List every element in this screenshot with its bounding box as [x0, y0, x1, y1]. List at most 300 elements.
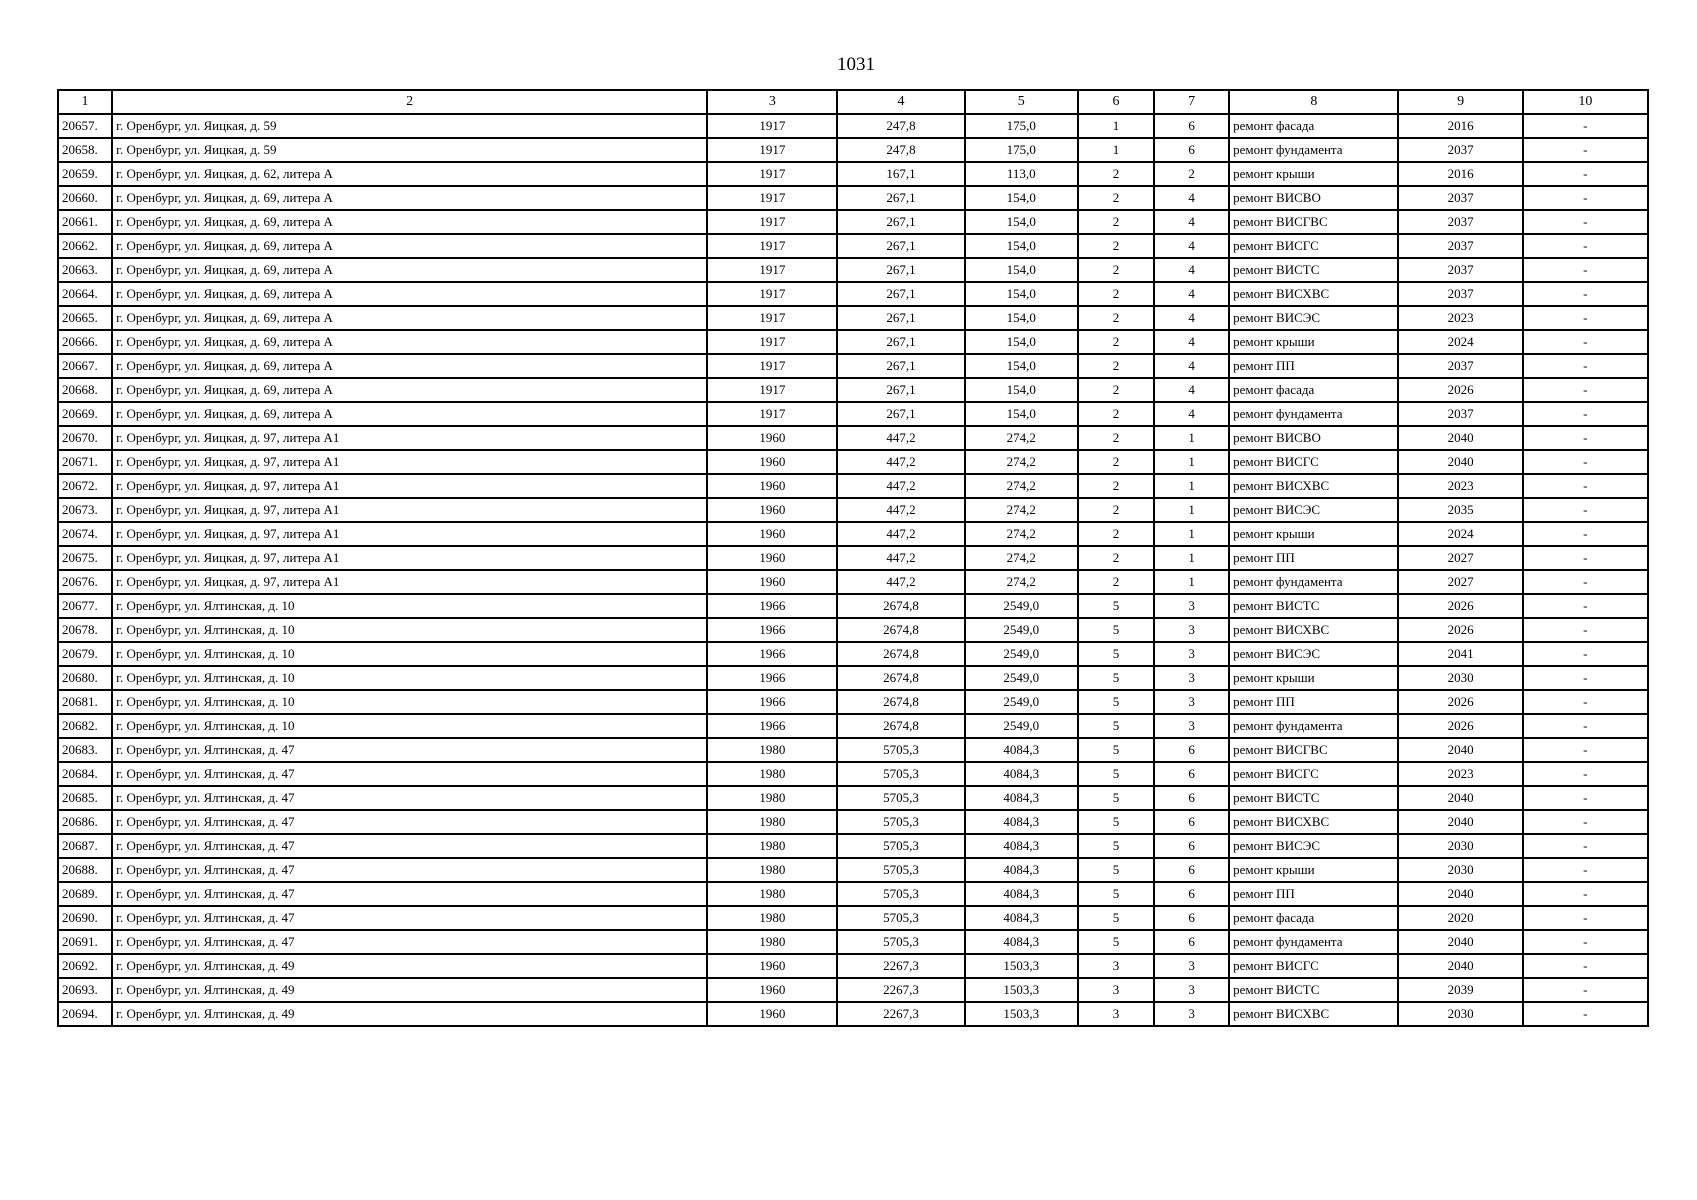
cell-year-built: 1960: [707, 546, 837, 570]
cell-apartments: 3: [1154, 594, 1229, 618]
cell-floors: 2: [1078, 474, 1154, 498]
cell-year-built: 1960: [707, 522, 837, 546]
cell-apartments: 3: [1154, 978, 1229, 1002]
cell-total-area: 2267,3: [837, 978, 964, 1002]
cell-row-number: 20681.: [58, 690, 112, 714]
cell-total-area: 2267,3: [837, 954, 964, 978]
cell-note: -: [1523, 930, 1648, 954]
cell-apartments: 4: [1154, 186, 1229, 210]
cell-planned-year: 2040: [1398, 882, 1522, 906]
cell-planned-year: 2016: [1398, 162, 1522, 186]
cell-row-number: 20692.: [58, 954, 112, 978]
table-row: [58, 426, 1648, 450]
cell-apartments: 6: [1154, 834, 1229, 858]
cell-apartments: 3: [1154, 714, 1229, 738]
table-row: [58, 690, 1648, 714]
table-row: [58, 930, 1648, 954]
column-header-10: 10: [1523, 90, 1648, 114]
cell-apartments: 1: [1154, 546, 1229, 570]
cell-row-number: 20684.: [58, 762, 112, 786]
cell-work-type: ремонт крыши: [1229, 522, 1398, 546]
cell-total-area: 267,1: [837, 378, 964, 402]
cell-address: г. Оренбург, ул. Яицкая, д. 59: [112, 138, 707, 162]
cell-living-area: 274,2: [965, 474, 1078, 498]
table-row: [58, 330, 1648, 354]
cell-floors: 5: [1078, 666, 1154, 690]
cell-living-area: 2549,0: [965, 666, 1078, 690]
cell-planned-year: 2041: [1398, 642, 1522, 666]
cell-apartments: 2: [1154, 162, 1229, 186]
cell-note: -: [1523, 1002, 1648, 1026]
table-row: [58, 786, 1648, 810]
cell-row-number: 20680.: [58, 666, 112, 690]
cell-work-type: ремонт ПП: [1229, 546, 1398, 570]
cell-work-type: ремонт ВИСЭС: [1229, 834, 1398, 858]
cell-note: -: [1523, 882, 1648, 906]
cell-work-type: ремонт ВИСТС: [1229, 786, 1398, 810]
cell-floors: 5: [1078, 594, 1154, 618]
cell-floors: 2: [1078, 234, 1154, 258]
cell-floors: 5: [1078, 786, 1154, 810]
registry-table: [57, 89, 1649, 1027]
cell-floors: 2: [1078, 186, 1154, 210]
cell-year-built: 1917: [707, 258, 837, 282]
cell-row-number: 20666.: [58, 330, 112, 354]
cell-apartments: 4: [1154, 378, 1229, 402]
cell-note: -: [1523, 210, 1648, 234]
cell-total-area: 247,8: [837, 138, 964, 162]
cell-total-area: 447,2: [837, 522, 964, 546]
table-row: [58, 378, 1648, 402]
cell-work-type: ремонт ВИСХВС: [1229, 810, 1398, 834]
cell-note: -: [1523, 858, 1648, 882]
cell-total-area: 2674,8: [837, 690, 964, 714]
column-header-4: 4: [837, 90, 964, 114]
cell-apartments: 4: [1154, 354, 1229, 378]
cell-year-built: 1980: [707, 786, 837, 810]
cell-note: -: [1523, 306, 1648, 330]
cell-row-number: 20674.: [58, 522, 112, 546]
cell-address: г. Оренбург, ул. Ялтинская, д. 49: [112, 1002, 707, 1026]
cell-total-area: 2267,3: [837, 1002, 964, 1026]
cell-year-built: 1966: [707, 618, 837, 642]
cell-row-number: 20678.: [58, 618, 112, 642]
cell-work-type: ремонт ВИСГС: [1229, 450, 1398, 474]
cell-note: -: [1523, 426, 1648, 450]
cell-apartments: 6: [1154, 114, 1229, 138]
cell-apartments: 4: [1154, 402, 1229, 426]
cell-work-type: ремонт фундамента: [1229, 930, 1398, 954]
cell-work-type: ремонт ВИСТС: [1229, 594, 1398, 618]
cell-floors: 5: [1078, 930, 1154, 954]
cell-work-type: ремонт ВИСГС: [1229, 954, 1398, 978]
cell-planned-year: 2040: [1398, 786, 1522, 810]
cell-work-type: ремонт ВИСЭС: [1229, 642, 1398, 666]
table-row: [58, 498, 1648, 522]
cell-living-area: 154,0: [965, 330, 1078, 354]
cell-address: г. Оренбург, ул. Ялтинская, д. 49: [112, 978, 707, 1002]
cell-row-number: 20669.: [58, 402, 112, 426]
cell-work-type: ремонт фасада: [1229, 114, 1398, 138]
cell-note: -: [1523, 786, 1648, 810]
cell-note: -: [1523, 762, 1648, 786]
cell-floors: 2: [1078, 354, 1154, 378]
cell-apartments: 1: [1154, 474, 1229, 498]
cell-planned-year: 2030: [1398, 666, 1522, 690]
cell-work-type: ремонт ВИСГС: [1229, 234, 1398, 258]
table-row: [58, 474, 1648, 498]
cell-apartments: 6: [1154, 786, 1229, 810]
cell-note: -: [1523, 282, 1648, 306]
table-row: [58, 306, 1648, 330]
cell-planned-year: 2026: [1398, 378, 1522, 402]
cell-floors: 5: [1078, 810, 1154, 834]
cell-apartments: 1: [1154, 426, 1229, 450]
cell-row-number: 20682.: [58, 714, 112, 738]
cell-total-area: 247,8: [837, 114, 964, 138]
cell-apartments: 1: [1154, 522, 1229, 546]
cell-living-area: 154,0: [965, 282, 1078, 306]
cell-work-type: ремонт фундамента: [1229, 402, 1398, 426]
cell-planned-year: 2026: [1398, 714, 1522, 738]
column-header-7: 7: [1154, 90, 1229, 114]
cell-address: г. Оренбург, ул. Яицкая, д. 97, литера А1: [112, 450, 707, 474]
cell-living-area: 154,0: [965, 402, 1078, 426]
cell-year-built: 1980: [707, 810, 837, 834]
cell-note: -: [1523, 810, 1648, 834]
cell-year-built: 1980: [707, 762, 837, 786]
cell-address: г. Оренбург, ул. Яицкая, д. 69, литера А: [112, 402, 707, 426]
table-row: [58, 1002, 1648, 1026]
cell-total-area: 2674,8: [837, 642, 964, 666]
cell-work-type: ремонт фундамента: [1229, 714, 1398, 738]
cell-year-built: 1917: [707, 306, 837, 330]
cell-floors: 2: [1078, 306, 1154, 330]
cell-floors: 5: [1078, 906, 1154, 930]
cell-address: г. Оренбург, ул. Ялтинская, д. 47: [112, 858, 707, 882]
cell-planned-year: 2023: [1398, 762, 1522, 786]
cell-floors: 5: [1078, 714, 1154, 738]
cell-work-type: ремонт ПП: [1229, 354, 1398, 378]
cell-address: г. Оренбург, ул. Яицкая, д. 97, литера А1: [112, 546, 707, 570]
cell-living-area: 154,0: [965, 258, 1078, 282]
cell-floors: 2: [1078, 210, 1154, 234]
cell-note: -: [1523, 378, 1648, 402]
cell-note: -: [1523, 258, 1648, 282]
cell-address: г. Оренбург, ул. Яицкая, д. 69, литера А: [112, 330, 707, 354]
cell-living-area: 154,0: [965, 234, 1078, 258]
cell-address: г. Оренбург, ул. Ялтинская, д. 47: [112, 834, 707, 858]
cell-year-built: 1966: [707, 714, 837, 738]
cell-work-type: ремонт крыши: [1229, 330, 1398, 354]
cell-living-area: 4084,3: [965, 858, 1078, 882]
cell-year-built: 1917: [707, 282, 837, 306]
cell-total-area: 447,2: [837, 450, 964, 474]
cell-work-type: ремонт ВИСГВС: [1229, 738, 1398, 762]
column-header-6: 6: [1078, 90, 1154, 114]
table-row: [58, 282, 1648, 306]
cell-address: г. Оренбург, ул. Ялтинская, д. 47: [112, 738, 707, 762]
cell-work-type: ремонт ВИСЭС: [1229, 306, 1398, 330]
cell-year-built: 1966: [707, 690, 837, 714]
cell-year-built: 1966: [707, 594, 837, 618]
cell-row-number: 20670.: [58, 426, 112, 450]
cell-planned-year: 2040: [1398, 810, 1522, 834]
table-row: [58, 858, 1648, 882]
cell-apartments: 1: [1154, 498, 1229, 522]
table-row: [58, 402, 1648, 426]
cell-floors: 2: [1078, 546, 1154, 570]
cell-address: г. Оренбург, ул. Яицкая, д. 69, литера А: [112, 234, 707, 258]
cell-total-area: 267,1: [837, 258, 964, 282]
cell-planned-year: 2037: [1398, 234, 1522, 258]
cell-floors: 5: [1078, 690, 1154, 714]
table-row: [58, 834, 1648, 858]
cell-living-area: 4084,3: [965, 882, 1078, 906]
cell-floors: 5: [1078, 882, 1154, 906]
cell-row-number: 20691.: [58, 930, 112, 954]
cell-total-area: 447,2: [837, 426, 964, 450]
cell-note: -: [1523, 402, 1648, 426]
cell-living-area: 274,2: [965, 522, 1078, 546]
cell-living-area: 1503,3: [965, 1002, 1078, 1026]
cell-planned-year: 2030: [1398, 1002, 1522, 1026]
cell-apartments: 4: [1154, 258, 1229, 282]
cell-year-built: 1980: [707, 858, 837, 882]
cell-living-area: 2549,0: [965, 618, 1078, 642]
cell-note: -: [1523, 642, 1648, 666]
cell-planned-year: 2037: [1398, 186, 1522, 210]
cell-year-built: 1980: [707, 906, 837, 930]
cell-total-area: 267,1: [837, 306, 964, 330]
cell-living-area: 154,0: [965, 378, 1078, 402]
column-header-3: 3: [707, 90, 837, 114]
cell-year-built: 1917: [707, 162, 837, 186]
cell-note: -: [1523, 738, 1648, 762]
cell-floors: 2: [1078, 282, 1154, 306]
cell-total-area: 267,1: [837, 354, 964, 378]
column-header-1: 1: [58, 90, 112, 114]
cell-work-type: ремонт ВИСВО: [1229, 426, 1398, 450]
cell-floors: 2: [1078, 522, 1154, 546]
table-row: [58, 954, 1648, 978]
cell-living-area: 4084,3: [965, 834, 1078, 858]
cell-row-number: 20658.: [58, 138, 112, 162]
cell-living-area: 4084,3: [965, 762, 1078, 786]
cell-row-number: 20693.: [58, 978, 112, 1002]
cell-floors: 3: [1078, 954, 1154, 978]
cell-row-number: 20663.: [58, 258, 112, 282]
cell-planned-year: 2037: [1398, 282, 1522, 306]
table-row: [58, 450, 1648, 474]
cell-note: -: [1523, 186, 1648, 210]
cell-row-number: 20672.: [58, 474, 112, 498]
cell-work-type: ремонт ВИСГС: [1229, 762, 1398, 786]
cell-work-type: ремонт ПП: [1229, 882, 1398, 906]
table-row: [58, 258, 1648, 282]
table-row: [58, 186, 1648, 210]
cell-planned-year: 2037: [1398, 258, 1522, 282]
cell-planned-year: 2040: [1398, 954, 1522, 978]
cell-floors: 2: [1078, 258, 1154, 282]
cell-address: г. Оренбург, ул. Ялтинская, д. 47: [112, 762, 707, 786]
cell-year-built: 1917: [707, 330, 837, 354]
cell-row-number: 20688.: [58, 858, 112, 882]
cell-apartments: 1: [1154, 570, 1229, 594]
cell-floors: 2: [1078, 378, 1154, 402]
cell-row-number: 20668.: [58, 378, 112, 402]
cell-apartments: 3: [1154, 618, 1229, 642]
cell-total-area: 447,2: [837, 570, 964, 594]
cell-address: г. Оренбург, ул. Яицкая, д. 69, литера А: [112, 378, 707, 402]
cell-planned-year: 2037: [1398, 354, 1522, 378]
cell-floors: 1: [1078, 114, 1154, 138]
cell-row-number: 20677.: [58, 594, 112, 618]
cell-apartments: 6: [1154, 930, 1229, 954]
cell-apartments: 6: [1154, 906, 1229, 930]
cell-total-area: 5705,3: [837, 786, 964, 810]
cell-year-built: 1960: [707, 1002, 837, 1026]
cell-note: -: [1523, 162, 1648, 186]
cell-floors: 2: [1078, 498, 1154, 522]
cell-work-type: ремонт ВИСХВС: [1229, 1002, 1398, 1026]
cell-living-area: 4084,3: [965, 930, 1078, 954]
cell-apartments: 4: [1154, 210, 1229, 234]
cell-note: -: [1523, 594, 1648, 618]
cell-address: г. Оренбург, ул. Ялтинская, д. 47: [112, 930, 707, 954]
cell-address: г. Оренбург, ул. Яицкая, д. 97, литера А1: [112, 426, 707, 450]
cell-note: -: [1523, 354, 1648, 378]
cell-year-built: 1917: [707, 114, 837, 138]
cell-floors: 5: [1078, 858, 1154, 882]
cell-year-built: 1917: [707, 186, 837, 210]
cell-row-number: 20694.: [58, 1002, 112, 1026]
table-row: [58, 762, 1648, 786]
cell-total-area: 5705,3: [837, 906, 964, 930]
cell-total-area: 5705,3: [837, 930, 964, 954]
cell-apartments: 4: [1154, 282, 1229, 306]
cell-note: -: [1523, 330, 1648, 354]
cell-row-number: 20683.: [58, 738, 112, 762]
cell-living-area: 154,0: [965, 306, 1078, 330]
cell-floors: 3: [1078, 978, 1154, 1002]
table-row: [58, 354, 1648, 378]
cell-floors: 2: [1078, 570, 1154, 594]
cell-work-type: ремонт ВИСЭС: [1229, 498, 1398, 522]
cell-floors: 2: [1078, 162, 1154, 186]
cell-living-area: 274,2: [965, 498, 1078, 522]
cell-address: г. Оренбург, ул. Яицкая, д. 69, литера А: [112, 282, 707, 306]
table-row: [58, 882, 1648, 906]
cell-row-number: 20687.: [58, 834, 112, 858]
cell-year-built: 1966: [707, 642, 837, 666]
cell-row-number: 20665.: [58, 306, 112, 330]
cell-planned-year: 2026: [1398, 690, 1522, 714]
cell-row-number: 20685.: [58, 786, 112, 810]
cell-note: -: [1523, 666, 1648, 690]
cell-total-area: 2674,8: [837, 618, 964, 642]
cell-row-number: 20659.: [58, 162, 112, 186]
cell-row-number: 20671.: [58, 450, 112, 474]
cell-work-type: ремонт фундамента: [1229, 570, 1398, 594]
cell-living-area: 274,2: [965, 570, 1078, 594]
cell-total-area: 2674,8: [837, 666, 964, 690]
cell-note: -: [1523, 618, 1648, 642]
cell-planned-year: 2040: [1398, 426, 1522, 450]
cell-address: г. Оренбург, ул. Яицкая, д. 69, литера А: [112, 258, 707, 282]
cell-apartments: 3: [1154, 642, 1229, 666]
table-row: [58, 618, 1648, 642]
cell-year-built: 1980: [707, 738, 837, 762]
cell-total-area: 447,2: [837, 474, 964, 498]
cell-total-area: 267,1: [837, 234, 964, 258]
cell-floors: 5: [1078, 618, 1154, 642]
cell-work-type: ремонт фасада: [1229, 378, 1398, 402]
cell-work-type: ремонт ВИСТС: [1229, 978, 1398, 1002]
cell-living-area: 4084,3: [965, 906, 1078, 930]
cell-address: г. Оренбург, ул. Ялтинская, д. 49: [112, 954, 707, 978]
cell-planned-year: 2040: [1398, 738, 1522, 762]
cell-work-type: ремонт ПП: [1229, 690, 1398, 714]
cell-year-built: 1960: [707, 474, 837, 498]
column-header-2: 2: [112, 90, 707, 114]
cell-apartments: 4: [1154, 306, 1229, 330]
cell-total-area: 5705,3: [837, 834, 964, 858]
table-row: [58, 642, 1648, 666]
table-row: [58, 210, 1648, 234]
table-body: [58, 114, 1648, 1026]
cell-apartments: 4: [1154, 330, 1229, 354]
cell-planned-year: 2037: [1398, 210, 1522, 234]
cell-total-area: 5705,3: [837, 762, 964, 786]
cell-planned-year: 2037: [1398, 138, 1522, 162]
cell-note: -: [1523, 474, 1648, 498]
cell-floors: 5: [1078, 738, 1154, 762]
cell-address: г. Оренбург, ул. Ялтинская, д. 10: [112, 690, 707, 714]
cell-note: -: [1523, 498, 1648, 522]
table-row: [58, 138, 1648, 162]
cell-address: г. Оренбург, ул. Яицкая, д. 69, литера А: [112, 186, 707, 210]
cell-note: -: [1523, 834, 1648, 858]
column-header-5: 5: [965, 90, 1078, 114]
cell-row-number: 20675.: [58, 546, 112, 570]
cell-year-built: 1980: [707, 834, 837, 858]
table-row: [58, 162, 1648, 186]
cell-apartments: 6: [1154, 810, 1229, 834]
cell-living-area: 1503,3: [965, 954, 1078, 978]
table-row: [58, 738, 1648, 762]
cell-year-built: 1980: [707, 882, 837, 906]
cell-total-area: 167,1: [837, 162, 964, 186]
cell-total-area: 5705,3: [837, 738, 964, 762]
cell-address: г. Оренбург, ул. Ялтинская, д. 47: [112, 906, 707, 930]
cell-work-type: ремонт фундамента: [1229, 138, 1398, 162]
cell-planned-year: 2040: [1398, 930, 1522, 954]
cell-planned-year: 2035: [1398, 498, 1522, 522]
table-row: [58, 522, 1648, 546]
table-row: [58, 570, 1648, 594]
cell-year-built: 1917: [707, 354, 837, 378]
cell-planned-year: 2026: [1398, 618, 1522, 642]
cell-living-area: 274,2: [965, 546, 1078, 570]
cell-planned-year: 2027: [1398, 570, 1522, 594]
cell-total-area: 5705,3: [837, 882, 964, 906]
cell-total-area: 267,1: [837, 210, 964, 234]
cell-total-area: 447,2: [837, 498, 964, 522]
table-row: [58, 594, 1648, 618]
cell-living-area: 154,0: [965, 210, 1078, 234]
cell-address: г. Оренбург, ул. Яицкая, д. 97, литера А1: [112, 474, 707, 498]
